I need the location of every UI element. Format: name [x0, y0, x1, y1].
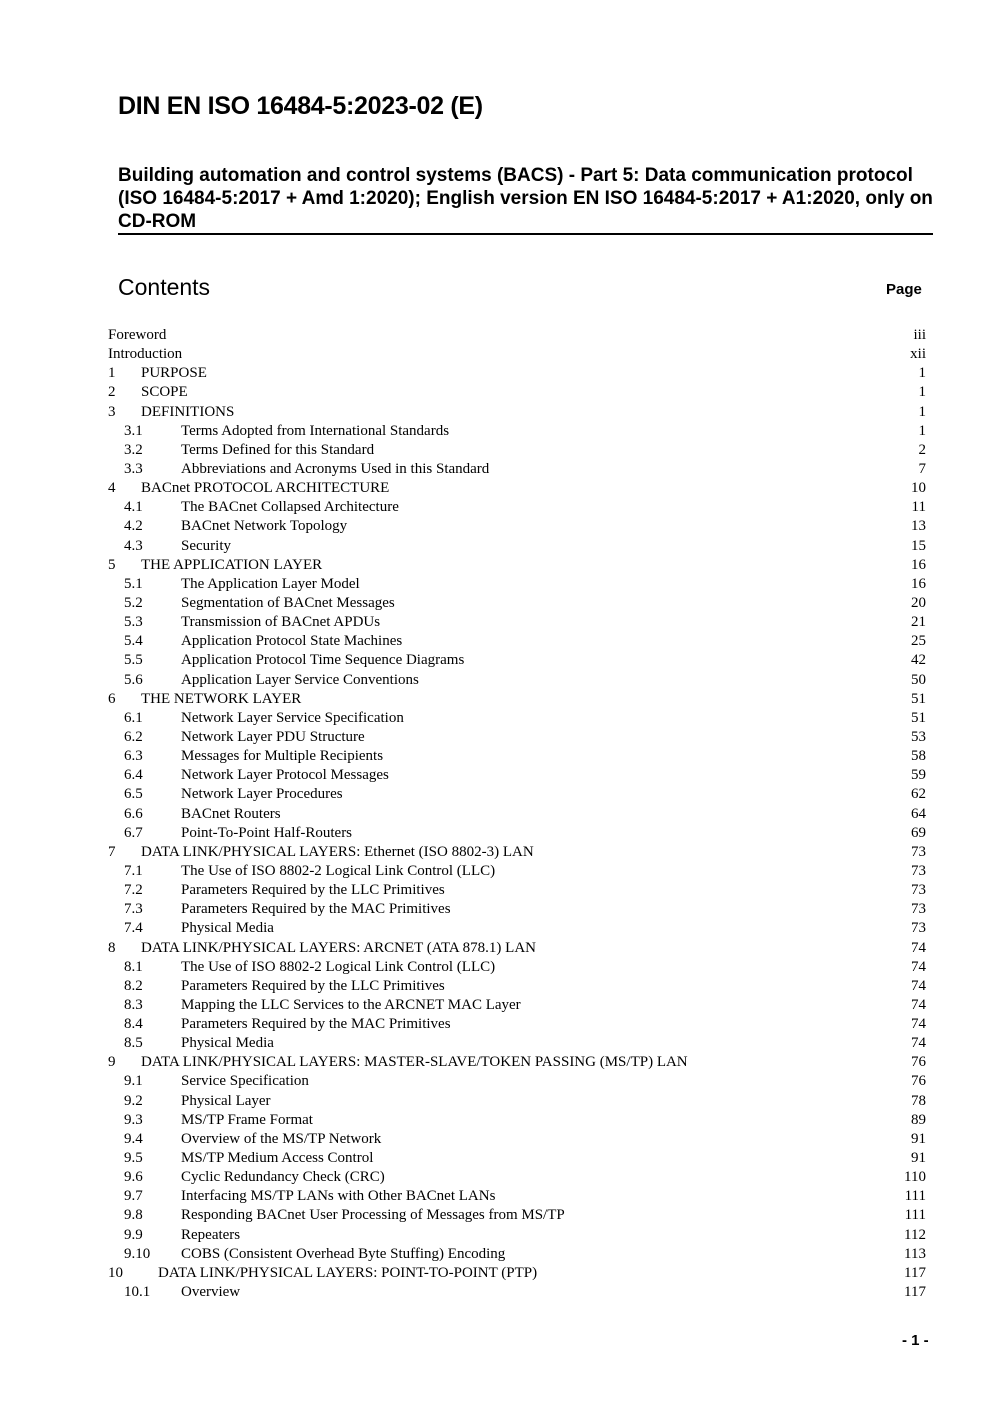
toc-entry-page: 64: [911, 805, 926, 822]
toc-entry-title: DEFINITIONS: [141, 403, 235, 420]
toc-entry[interactable]: [108, 1111, 926, 1130]
toc-entry-title: Interfacing MS/TP LANs with Other BACnet LANs: [181, 1188, 496, 1205]
toc-entry-number: 6.7: [124, 824, 143, 841]
toc-entry-page: 11: [911, 499, 926, 516]
toc-entry-page: 117: [904, 1284, 926, 1301]
toc-entry[interactable]: [108, 460, 926, 479]
toc-entry-title: DATA LINK/PHYSICAL LAYERS: POINT-TO-POINT (PTP): [158, 1264, 538, 1281]
toc-entry-page: 74: [911, 1035, 926, 1052]
toc-entry-title: Network Layer Procedures: [181, 786, 343, 803]
toc-entry-number: 3.3: [124, 460, 143, 477]
toc-entry-title: Messages for Multiple Recipients: [181, 748, 384, 765]
toc-entry-page: 50: [911, 671, 926, 688]
toc-entry-number: 10.1: [124, 1284, 151, 1301]
toc-entry-number: 4: [108, 480, 116, 497]
toc-entry-page: 113: [904, 1245, 926, 1262]
toc-entry-title: The BACnet Collapsed Architecture: [181, 499, 399, 516]
toc-entry-page: 59: [911, 767, 926, 784]
toc-entry-number: 1: [108, 365, 116, 382]
toc-entry-number: 3.1: [124, 422, 143, 439]
toc-entry[interactable]: [108, 900, 926, 919]
toc-entry-number: 5.4: [124, 633, 143, 650]
toc-entry[interactable]: [108, 326, 926, 345]
toc-entry-number: 6.1: [124, 709, 143, 726]
toc-entry-title: Point-To-Point Half-Routers: [181, 824, 353, 841]
toc-entry-title: MS/TP Medium Access Control: [181, 1150, 374, 1167]
page-number: - 1 -: [902, 1332, 929, 1349]
toc-entry[interactable]: [108, 996, 926, 1015]
toc-entry[interactable]: [108, 1130, 926, 1149]
toc-entry[interactable]: [108, 1034, 926, 1053]
toc-entry[interactable]: [108, 1168, 926, 1187]
toc-entry-title: Mapping the LLC Services to the ARCNET MAC Layer: [181, 996, 521, 1013]
toc-entry-page: 74: [911, 939, 926, 956]
toc-entry[interactable]: [108, 728, 926, 747]
toc-entry-number: 5.5: [124, 652, 143, 669]
toc-entry-title: Physical Layer: [181, 1092, 271, 1109]
toc-entry[interactable]: [108, 862, 926, 881]
toc-entry[interactable]: [108, 383, 926, 402]
toc-entry[interactable]: [108, 498, 926, 517]
toc-entry-title: DATA LINK/PHYSICAL LAYERS: MASTER-SLAVE/TOKEN PASSING (MS/TP) LAN: [141, 1054, 688, 1071]
toc-entry-page: xii: [910, 346, 926, 363]
toc-entry-title: Foreword: [108, 327, 167, 343]
toc-entry-number: 9.6: [124, 1169, 143, 1186]
toc-entry-page: 76: [911, 1054, 926, 1071]
toc-entry-title: Terms Defined for this Standard: [181, 441, 375, 458]
toc-entry-page: 1: [918, 384, 926, 401]
toc-entry-page: 53: [911, 728, 926, 745]
toc-entry-number: 4.2: [124, 518, 143, 535]
toc-entry[interactable]: [108, 345, 926, 364]
toc-entry[interactable]: [108, 651, 926, 670]
toc-entry-number: 6.3: [124, 748, 143, 765]
toc-entry-title: Physical Media: [181, 1035, 274, 1052]
toc-entry-number: 7.4: [124, 920, 143, 937]
toc-entry[interactable]: [108, 766, 926, 785]
toc-entry-number: 8.2: [124, 977, 143, 994]
toc-entry[interactable]: [108, 785, 926, 804]
toc-entry-number: 5.1: [124, 575, 143, 592]
toc-entry-number: 5: [108, 556, 116, 573]
toc-entry-title: Abbreviations and Acronyms Used in this Standard: [181, 460, 490, 477]
toc-entry-page: 20: [911, 594, 926, 611]
toc-entry-page: 25: [911, 633, 926, 650]
toc-entry[interactable]: [108, 613, 926, 632]
toc-entry[interactable]: [108, 1206, 926, 1225]
toc-entry-title: MS/TP Frame Format: [181, 1111, 313, 1128]
toc-entry-number: 5.6: [124, 671, 143, 688]
toc-entry-title: BACnet PROTOCOL ARCHITECTURE: [141, 480, 390, 497]
toc-entry-title: The Use of ISO 8802-2 Logical Link Control (LLC): [181, 862, 496, 879]
toc-entry-title: Network Layer Service Specification: [181, 709, 404, 726]
toc-entry-page: 16: [911, 556, 926, 573]
toc-entry-page: 62: [911, 786, 926, 803]
toc-entry[interactable]: [108, 1245, 926, 1264]
table-of-contents: [108, 326, 926, 1302]
toc-entry-page: 1: [918, 365, 926, 382]
toc-entry[interactable]: [108, 977, 926, 996]
toc-entry-number: 8.5: [124, 1035, 143, 1052]
toc-entry[interactable]: [108, 422, 926, 441]
toc-entry-page: 58: [911, 748, 926, 765]
toc-entry[interactable]: [108, 556, 926, 575]
toc-entry-page: 21: [911, 614, 926, 631]
toc-entry-number: 7.3: [124, 901, 143, 918]
toc-entry-title: Segmentation of BACnet Messages: [181, 594, 395, 611]
toc-entry-title: SCOPE: [141, 384, 188, 401]
toc-entry-title: Repeaters: [181, 1226, 241, 1243]
toc-entry-page: 74: [911, 1016, 926, 1033]
contents-heading: Contents: [118, 274, 211, 300]
toc-entry-title: Service Specification: [181, 1073, 309, 1090]
toc-entry[interactable]: [108, 403, 926, 422]
toc-entry-title: Physical Media: [181, 920, 274, 937]
toc-entry-page: 111: [904, 1188, 926, 1205]
toc-entry-page: 74: [911, 996, 926, 1013]
toc-entry[interactable]: [108, 824, 926, 843]
toc-entry[interactable]: [108, 843, 926, 862]
toc-entry[interactable]: [108, 537, 926, 556]
toc-entry[interactable]: [108, 805, 926, 824]
toc-entry-title: Cyclic Redundancy Check (CRC): [181, 1169, 385, 1186]
toc-entry-page: 78: [911, 1092, 926, 1109]
toc-entry-page: 2: [918, 441, 926, 458]
toc-entry[interactable]: [108, 919, 926, 938]
toc-entry-number: 3.2: [124, 441, 143, 458]
document-subtitle: Building automation and control systems (BACS) - Part 5: Data communication protocol (ISO 16484-5:2017 + Amd 1:2020); English version EN ISO 16484-5:2017 + A1:2020, only on CD-ROM: [118, 165, 933, 232]
toc-entry[interactable]: [108, 671, 926, 690]
toc-entry-number: 8.3: [124, 996, 143, 1013]
toc-entry-number: 7: [108, 843, 116, 860]
toc-entry-title: Application Layer Service Conventions: [181, 671, 419, 688]
toc-entry[interactable]: [108, 441, 926, 460]
toc-entry-number: 9.8: [124, 1207, 143, 1224]
toc-entry[interactable]: [108, 1015, 926, 1034]
toc-entry-number: 9.9: [124, 1226, 143, 1243]
toc-entry-title: Parameters Required by the MAC Primitives: [181, 901, 451, 918]
toc-entry[interactable]: [108, 958, 926, 977]
toc-entry[interactable]: [108, 939, 926, 958]
toc-entry-title: Responding BACnet User Processing of Messages from MS/TP: [181, 1207, 565, 1224]
toc-entry-title: BACnet Network Topology: [181, 518, 348, 535]
toc-entry[interactable]: [108, 1187, 926, 1206]
toc-entry-page: 91: [911, 1150, 926, 1167]
toc-entry-page: 111: [904, 1207, 926, 1224]
toc-entry-title: COBS (Consistent Overhead Byte Stuffing) Encoding: [181, 1245, 506, 1262]
toc-entry-page: 51: [911, 690, 926, 707]
toc-entry-number: 8: [108, 939, 116, 956]
toc-entry[interactable]: [108, 1149, 926, 1168]
toc-entry-page: 117: [904, 1264, 926, 1281]
toc-entry-number: 4.1: [124, 499, 143, 516]
toc-entry-number: 6.6: [124, 805, 143, 822]
toc-entry-number: 8.1: [124, 958, 143, 975]
toc-entry-title: THE NETWORK LAYER: [141, 690, 302, 707]
toc-entry[interactable]: [108, 479, 926, 498]
toc-entry-title: Parameters Required by the MAC Primitives: [181, 1016, 451, 1033]
toc-entry[interactable]: [108, 594, 926, 613]
toc-entry-number: 9.5: [124, 1150, 143, 1167]
toc-entry-title: DATA LINK/PHYSICAL LAYERS: ARCNET (ATA 878.1) LAN: [141, 939, 536, 956]
toc-entry-page: 91: [911, 1130, 926, 1147]
toc-entry-page: 76: [911, 1073, 926, 1090]
toc-entry-page: 69: [911, 824, 926, 841]
toc-entry-number: 2: [108, 384, 116, 401]
toc-entry-title: Parameters Required by the LLC Primitives: [181, 882, 445, 899]
toc-entry-title: PURPOSE: [141, 365, 207, 382]
toc-entry-title: DATA LINK/PHYSICAL LAYERS: Ethernet (ISO 8802-3) LAN: [141, 843, 534, 860]
toc-entry-number: 9.4: [124, 1130, 143, 1147]
toc-entry-page: 1: [918, 403, 926, 420]
toc-entry-number: 6.5: [124, 786, 143, 803]
page-column-heading: Page: [886, 281, 922, 298]
toc-entry-page: 42: [911, 652, 926, 669]
toc-entry-page: 74: [911, 958, 926, 975]
toc-entry-title: Security: [181, 537, 231, 554]
toc-entry-page: 13: [911, 518, 926, 535]
toc-entry-title: Network Layer Protocol Messages: [181, 767, 389, 784]
toc-entry-page: 74: [911, 977, 926, 994]
toc-entry-page: 73: [911, 920, 926, 937]
toc-entry-title: Application Protocol State Machines: [181, 633, 403, 650]
toc-entry-title: Network Layer PDU Structure: [181, 728, 365, 745]
toc-entry-number: 9: [108, 1054, 116, 1071]
toc-entry[interactable]: [108, 517, 926, 536]
toc-entry[interactable]: [108, 881, 926, 900]
toc-entry-title: Parameters Required by the LLC Primitives: [181, 977, 445, 994]
toc-entry-number: 9.1: [124, 1073, 143, 1090]
toc-entry-number: 5.3: [124, 614, 143, 631]
toc-entry-page: 73: [911, 882, 926, 899]
title-divider: [118, 233, 933, 235]
toc-entry-number: 7.1: [124, 862, 143, 879]
toc-entry-page: 110: [904, 1169, 926, 1186]
toc-entry-title: Application Protocol Time Sequence Diagrams: [181, 652, 465, 669]
toc-entry-number: 5.2: [124, 594, 143, 611]
toc-entry-title: The Use of ISO 8802-2 Logical Link Control (LLC): [181, 958, 496, 975]
toc-entry[interactable]: [108, 709, 926, 728]
toc-entry-number: 3: [108, 403, 116, 420]
toc-entry-title: Introduction: [108, 346, 183, 363]
toc-entry-title: Terms Adopted from International Standards: [181, 422, 450, 439]
toc-entry-title: BACnet Routers: [181, 805, 281, 822]
toc-entry[interactable]: [108, 1283, 926, 1302]
toc-entry[interactable]: [108, 1092, 926, 1111]
toc-entry-title: THE APPLICATION LAYER: [141, 556, 323, 573]
toc-entry-number: 8.4: [124, 1016, 143, 1033]
toc-entry[interactable]: [108, 364, 926, 383]
toc-entry[interactable]: [108, 1264, 926, 1283]
toc-entry-page: iii: [913, 327, 926, 343]
toc-entry[interactable]: [108, 690, 926, 709]
toc-entry[interactable]: [108, 1053, 926, 1072]
document-title: DIN EN ISO 16484-5:2023-02 (E): [118, 92, 483, 120]
toc-entry[interactable]: [108, 747, 926, 766]
toc-entry-page: 7: [918, 460, 926, 477]
toc-entry-page: 73: [911, 862, 926, 879]
toc-entry-number: 9.3: [124, 1111, 143, 1128]
toc-entry-title: Transmission of BACnet APDUs: [181, 614, 381, 631]
toc-entry-page: 51: [911, 709, 926, 726]
toc-entry-page: 10: [911, 480, 926, 497]
toc-entry-number: 7.2: [124, 882, 143, 899]
toc-entry-number: 10: [108, 1264, 123, 1281]
toc-entry-title: Overview: [181, 1284, 241, 1301]
toc-entry-number: 6: [108, 690, 116, 707]
toc-entry[interactable]: [108, 575, 926, 594]
toc-entry[interactable]: [108, 632, 926, 651]
toc-entry[interactable]: [108, 1072, 926, 1091]
toc-entry-number: 9.7: [124, 1188, 143, 1205]
toc-entry-number: 9.2: [124, 1092, 143, 1109]
toc-entry-title: Overview of the MS/TP Network: [181, 1130, 382, 1147]
toc-entry-page: 16: [911, 575, 926, 592]
toc-entry-number: 9.10: [124, 1245, 151, 1262]
toc-entry-page: 1: [918, 422, 926, 439]
toc-entry-page: 73: [911, 843, 926, 860]
toc-entry[interactable]: [108, 1226, 926, 1245]
toc-entry-page: 112: [904, 1226, 926, 1243]
toc-entry-title: The Application Layer Model: [181, 575, 360, 592]
toc-entry-page: 15: [911, 537, 926, 554]
toc-entry-number: 6.4: [124, 767, 143, 784]
toc-entry-number: 4.3: [124, 537, 143, 554]
toc-entry-number: 6.2: [124, 728, 143, 745]
toc-entry-page: 73: [911, 901, 926, 918]
toc-entry-page: 89: [911, 1111, 926, 1128]
